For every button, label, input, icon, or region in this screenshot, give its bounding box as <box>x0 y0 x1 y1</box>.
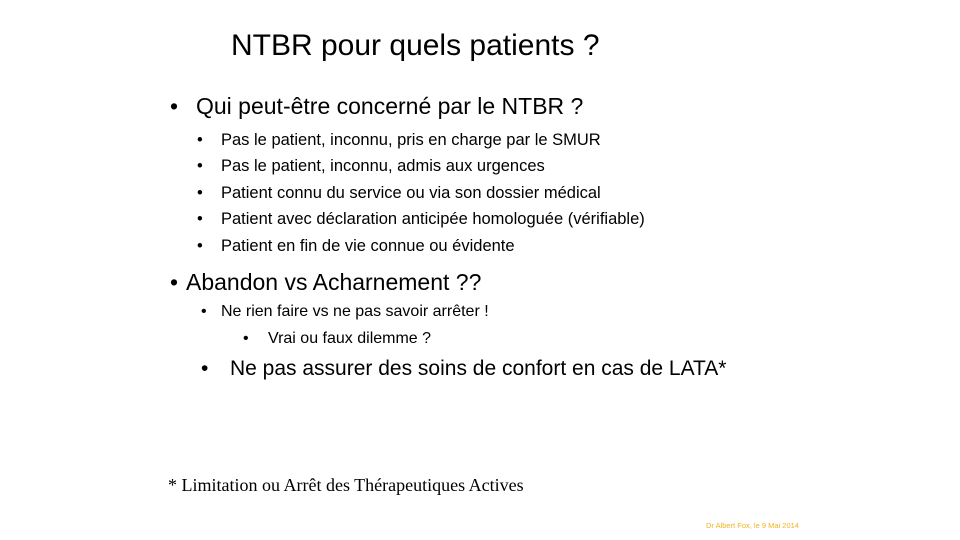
section-heading-1 <box>170 92 583 120</box>
list-item <box>197 233 645 260</box>
bullet: • <box>197 210 203 229</box>
bullet: • <box>243 330 249 347</box>
footnote: * Limitation ou Arrêt des Thérapeutiques Actives <box>168 475 524 495</box>
sub-sub-item-text: Vrai ou faux dilemme ? <box>268 330 432 347</box>
bullet: • <box>197 183 203 202</box>
bullet: • <box>197 130 203 149</box>
bullet: • <box>201 357 209 380</box>
list-item <box>197 154 645 181</box>
author-credit: Dr Albert Fox, le 9 Mai 2014 <box>706 521 799 530</box>
bullet: • <box>197 157 203 176</box>
extra-item-text: Ne pas assurer des soins de confort en cas de LATA* <box>230 357 727 380</box>
list-item-text: Patient connu du service ou via son dossier médical <box>221 183 601 202</box>
extra-item <box>201 356 726 382</box>
bullet: • <box>197 236 203 255</box>
sub-item-text: Ne rien faire vs ne pas savoir arrêter ! <box>221 303 489 320</box>
list-item-text: Patient en fin de vie connue ou évidente <box>221 236 515 255</box>
list-item-text: Pas le patient, inconnu, pris en charge par le SMUR <box>221 130 601 149</box>
list-item-text: Pas le patient, inconnu, admis aux urgences <box>221 157 545 176</box>
slide-title: NTBR pour quels patients ? <box>231 29 600 62</box>
sub-sub-item <box>243 329 431 349</box>
bullet: • <box>201 303 207 320</box>
list-item <box>197 180 645 207</box>
section-heading-2-text: Abandon vs Acharnement ?? <box>186 269 482 295</box>
list-item-text: Patient avec déclaration anticipée homologuée (vérifiable) <box>221 210 645 229</box>
section-heading-2 <box>170 268 481 296</box>
bullet: • <box>170 93 179 119</box>
list-item <box>197 207 645 234</box>
list-item <box>197 127 645 154</box>
sub-item <box>201 302 489 322</box>
section-heading-1-text: Qui peut-être concerné par le NTBR ? <box>196 93 584 119</box>
bullet: • <box>170 269 179 295</box>
patient-list <box>197 127 645 260</box>
